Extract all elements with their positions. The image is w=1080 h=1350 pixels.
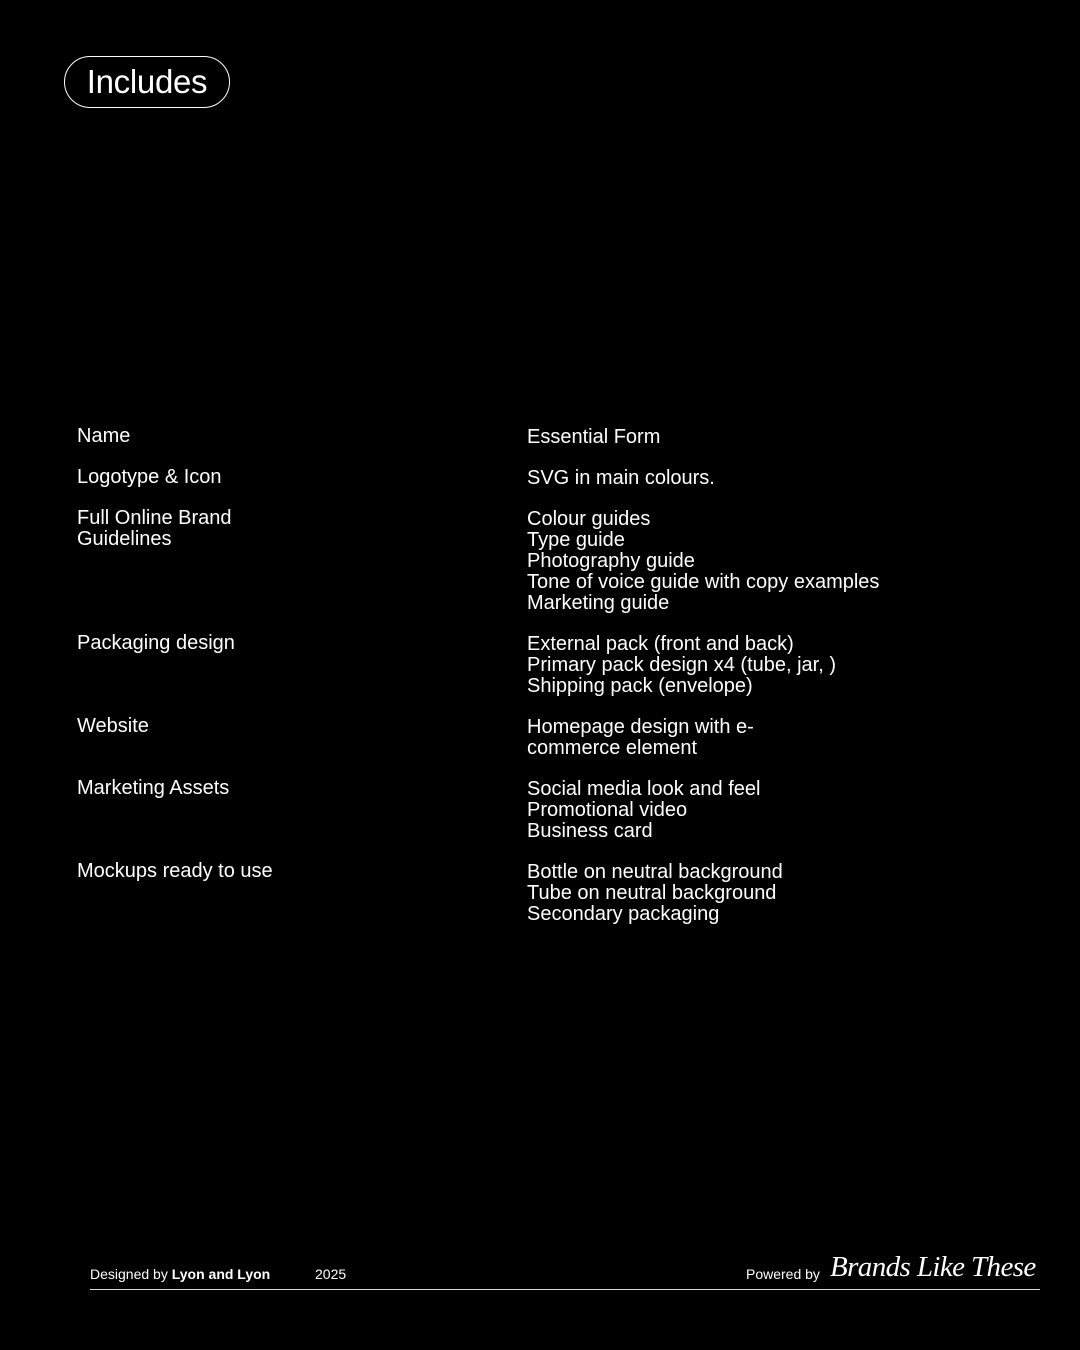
row-label-line: Marketing Assets — [77, 777, 230, 799]
row-value: Homepage design with e- — [527, 716, 754, 738]
row-value: Business card — [527, 820, 653, 842]
brands-like-these-logo: Brands Like These — [830, 1251, 1036, 1283]
row-value: Social media look and feel — [527, 778, 761, 800]
row-label-logotype — [77, 467, 377, 488]
row-value: Photography guide — [527, 550, 695, 572]
row-label-marketing — [77, 778, 377, 799]
row-value: SVG in main colours. — [527, 467, 715, 489]
includes-pill — [64, 56, 230, 108]
year: 2025 — [315, 1266, 347, 1282]
row-values-packaging — [527, 634, 1047, 697]
designer-credit — [90, 1265, 270, 1283]
row-label-packaging — [77, 633, 377, 654]
row-value: Marketing guide — [527, 592, 670, 614]
includes-label: Includes — [86, 63, 208, 100]
row-value: Shipping pack (envelope) — [527, 675, 753, 697]
row-value: Colour guides — [527, 508, 651, 530]
row-value: commerce element — [527, 737, 698, 759]
row-label-line: Full Online Brand — [77, 507, 232, 529]
footer-divider — [90, 1289, 1040, 1290]
row-label-line: Mockups ready to use — [77, 860, 273, 882]
row-values-logotype — [527, 468, 1047, 489]
row-label-line: Packaging design — [77, 632, 235, 654]
row-value: Bottle on neutral background — [527, 861, 783, 883]
row-values-mockups — [527, 862, 1047, 925]
row-label-name — [77, 426, 377, 447]
designed-by-prefix: Designed by — [90, 1266, 168, 1282]
row-values-guidelines — [527, 509, 1047, 614]
row-label-website — [77, 716, 377, 737]
row-value: Primary pack design x4 (tube, jar, ) — [527, 654, 837, 676]
row-value: Essential Form — [527, 426, 661, 448]
powered-by-label: Powered by — [746, 1266, 820, 1282]
row-label-line: Website — [77, 715, 149, 737]
row-value: Secondary packaging — [527, 903, 720, 925]
designer-name: Lyon and Lyon — [171, 1266, 271, 1282]
row-label-line: Logotype & Icon — [77, 466, 222, 488]
row-value: Tube on neutral background — [527, 882, 777, 904]
row-value: Type guide — [527, 529, 625, 551]
row-label-mockups — [77, 861, 377, 882]
row-value: External pack (front and back) — [527, 633, 794, 655]
row-values-name — [527, 427, 1047, 448]
row-values-website — [527, 717, 1047, 759]
row-label-line: Guidelines — [77, 528, 172, 550]
row-value: Tone of voice guide with copy examples — [527, 571, 880, 593]
row-value: Promotional video — [527, 799, 688, 821]
row-values-marketing — [527, 779, 1047, 842]
row-label-line: Name — [77, 425, 131, 447]
row-label-guidelines — [77, 508, 377, 550]
